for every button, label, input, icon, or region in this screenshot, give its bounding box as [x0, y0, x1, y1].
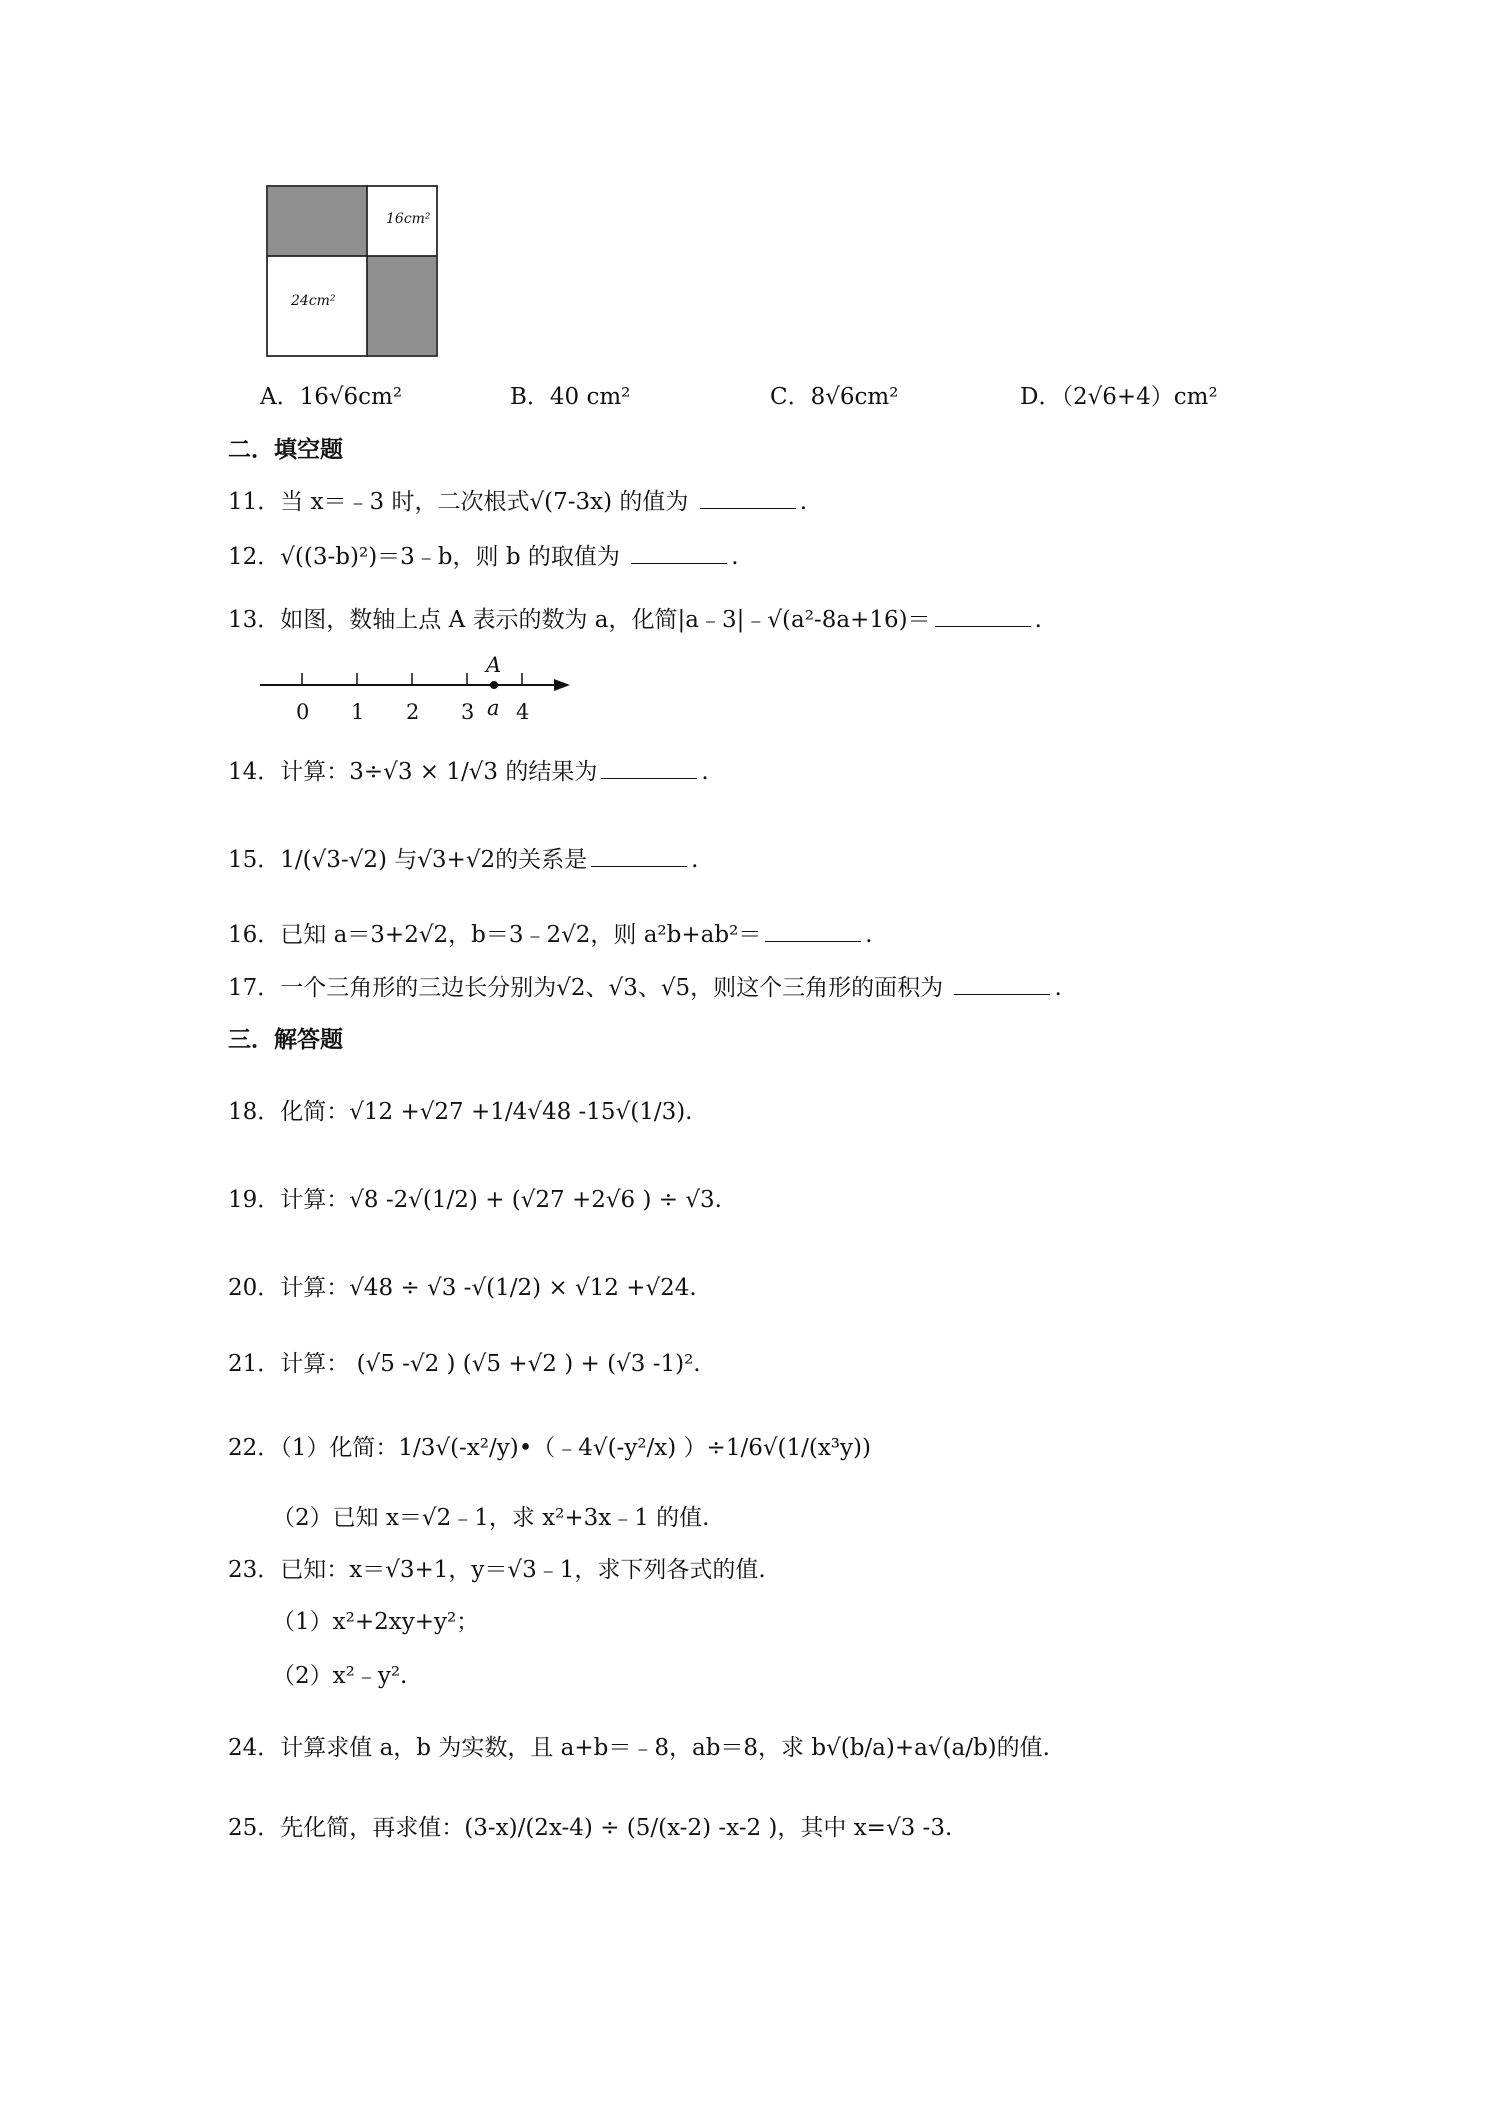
question-16: 16．已知 a＝3+2√2，b＝3﹣2√2，则 a²b+ab²＝ .	[228, 922, 873, 948]
option-a: A．16√6cm²	[260, 384, 403, 410]
answer-blank	[631, 545, 727, 564]
option-b: B．40 cm²	[510, 384, 631, 410]
question-11: 11．当 x＝﹣3 时，二次根式√(7-3x) 的值为 .	[228, 489, 808, 515]
question-15: 15．1/(√3-√2) 与√3+√2的关系是 .	[228, 847, 699, 873]
question-21: 21．计算： (√5 -√2 ) (√5 +√2 ) + (√3 -1)².	[228, 1351, 701, 1377]
question-22-part-1: 22．（1）化简：1/3√(-x²/y)•（﹣4√(-y²/x) ）÷1/6√(1/(x³y))	[228, 1435, 871, 1461]
tick-1: 1	[351, 700, 365, 724]
answer-blank	[954, 976, 1050, 995]
section-3-title: 三．解答题	[228, 1027, 343, 1053]
question-15-text: 15．1/(√3-√2) 与√3+√2的关系是	[228, 847, 588, 873]
answer-blank	[591, 848, 687, 867]
option-c: C．8√6cm²	[770, 384, 899, 410]
question-14: 14．计算：3÷√3 × 1/√3 的结果为 .	[228, 759, 709, 785]
tick-3: 3	[461, 700, 475, 724]
area-figure	[266, 185, 436, 355]
answer-blank	[935, 608, 1031, 627]
figure-label-16: 16cm²	[386, 211, 431, 227]
answer-blank	[601, 760, 697, 779]
question-25: 25．先化简，再求值：(3-x)/(2x-4) ÷ (5/(x-2) -x-2 )，其中 x=√3 -3.	[228, 1815, 953, 1841]
question-13: 13．如图，数轴上点 A 表示的数为 a，化简|a﹣3|﹣√(a²-8a+16)＝ .	[228, 607, 1042, 633]
shaded-bottom-right	[367, 256, 437, 356]
question-19: 19．计算：√8 -2√(1/2) + (√27 +2√6 ) ÷ √3.	[228, 1187, 722, 1213]
point-a	[490, 681, 498, 689]
question-24: 24．计算求值 a，b 为实数，且 a+b＝﹣8，ab＝8，求 b√(b/a)+a√(a/b)的值.	[228, 1735, 1050, 1761]
option-d: D．（2√6+4）cm²	[1020, 384, 1218, 410]
section-2-title: 二．填空题	[228, 437, 343, 463]
question-17: 17．一个三角形的三边长分别为√2、√3、√5，则这个三角形的面积为 .	[228, 975, 1062, 1001]
tick-0: 0	[296, 700, 310, 724]
question-11-text: 11．当 x＝﹣3 时，二次根式√(7-3x) 的值为	[228, 489, 696, 515]
question-13-text: 13．如图，数轴上点 A 表示的数为 a，化简|a﹣3|﹣√(a²-8a+16)＝	[228, 607, 931, 633]
tick-2: 2	[406, 700, 420, 724]
figure-label-24: 24cm²	[291, 293, 336, 309]
number-line	[258, 655, 578, 730]
point-value-label: a	[487, 696, 500, 720]
answer-blank	[700, 490, 796, 509]
question-23-part-1: （1）x²+2xy+y²；	[272, 1609, 480, 1635]
question-20: 20．计算：√48 ÷ √3 -√(1/2) × √12 +√24.	[228, 1275, 697, 1301]
tick-4: 4	[516, 700, 530, 724]
question-22-part-2: （2）已知 x＝√2﹣1，求 x²+3x﹣1 的值.	[272, 1505, 710, 1531]
question-23-part-2: （2）x²﹣y².	[272, 1663, 408, 1689]
question-17-text: 17．一个三角形的三边长分别为√2、√3、√5，则这个三角形的面积为	[228, 975, 951, 1001]
question-14-text: 14．计算：3÷√3 × 1/√3 的结果为	[228, 759, 598, 785]
question-12-text: 12．√((3-b)²)＝3﹣b，则 b 的取值为	[228, 544, 628, 570]
question-23: 23．已知：x＝√3+1，y＝√3﹣1，求下列各式的值.	[228, 1557, 766, 1583]
point-label-a: A	[486, 653, 502, 677]
question-12: 12．√((3-b)²)＝3﹣b，则 b 的取值为 .	[228, 544, 739, 570]
question-18: 18．化简：√12 +√27 +1/4√48 -15√(1/3).	[228, 1099, 693, 1125]
answer-blank	[765, 923, 861, 942]
shaded-top-left	[267, 186, 367, 256]
question-16-text: 16．已知 a＝3+2√2，b＝3﹣2√2，则 a²b+ab²＝	[228, 922, 762, 948]
